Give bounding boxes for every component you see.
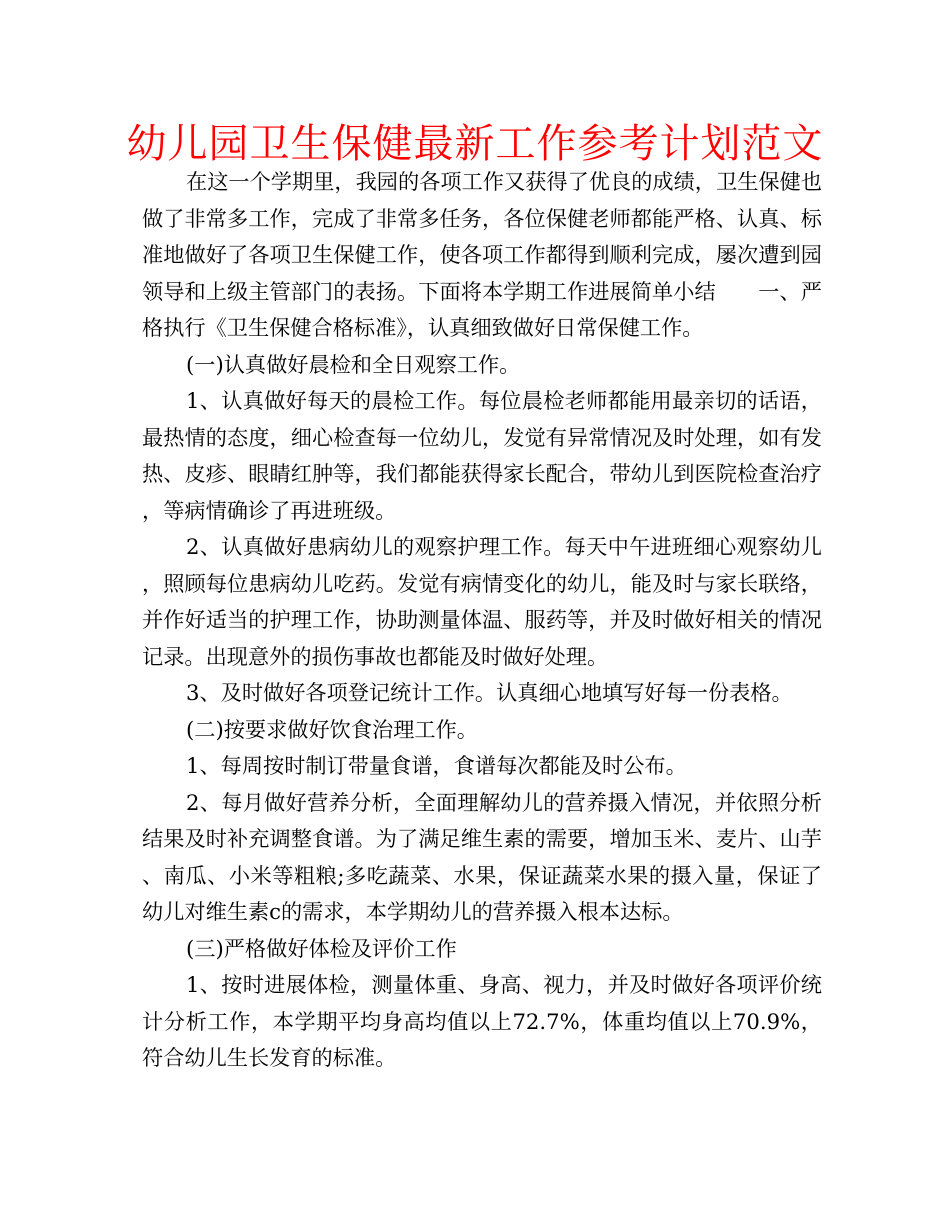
paragraph-section-3-heading: (三)严格做好体检及评价工作 [186, 935, 457, 961]
paragraph-records: 3、及时做好各项登记统计工作。认真细心地填写好每一份表格。 [186, 680, 793, 705]
paragraph-section-1-heading: (一)认真做好晨检和全日观察工作。 [186, 351, 521, 377]
paragraph-sick-care: 2、认真做好患病幼儿的观察护理工作。每天中午进班细心观察幼儿，照顾每位患病幼儿吃药。发觉有病情变化的幼儿，能及时与家长联络，并作好适当的护理工作，协助测量体温、服药等，并及时做好相关的情况记录。出现意外的损伤事故也都能及时做好处理。 [142, 534, 822, 669]
paragraph-section-2-heading: (二)按要求做好饮食治理工作。 [186, 716, 478, 742]
document-body [142, 164, 822, 1077]
paragraph-physical-exam: 1、按时进展体检，测量体重、身高、视力，并及时做好各项评价统计分析工作，本学期平均身高均值以上72.7%，体重均值以上70.9%，符合幼儿生长发育的标准。 [142, 972, 822, 1070]
paragraph-weekly-menu: 1、每周按时制订带量食谱，食谱每次都能及时公布。 [186, 753, 687, 778]
paragraph-nutrition-analysis: 2、每月做好营养分析，全面理解幼儿的营养摄入情况，并依照分析结果及时补充调整食谱。为了满足维生素的需要，增加玉米、麦片、山芋、南瓜、小米等粗粮;多吃蔬菜、水果，保证蔬菜水果的摄入量，保证了幼儿对维生素c的需求，本学期幼儿的营养摄入根本达标。 [142, 789, 822, 924]
paragraph-intro: 在这一个学期里，我园的各项工作又获得了优良的成绩，卫生保健也做了非常多工作，完成了非常多任务，各位保健老师都能严格、认真、标准地做好了各项卫生保健工作，使各项工作都得到顺利完成，屡次遭到园领导和上级主管部门的表扬。下面将本学期工作进展简单小结 一、严格执行《卫生保健合格标准》，认真细致做好日常保健工作。 [142, 169, 822, 340]
document-title: 幼儿园卫生保健最新工作参考计划范文 [126, 121, 824, 167]
paragraph-morning-check: 1、认真做好每天的晨检工作。每位晨检老师都能用最亲切的话语，最热情的态度，细心检查每一位幼儿，发觉有异常情况及时处理，如有发热、皮疹、眼睛红肿等，我们都能获得家长配合，带幼儿到医院检查治疗，等病情确诊了再进班级。 [142, 388, 822, 523]
